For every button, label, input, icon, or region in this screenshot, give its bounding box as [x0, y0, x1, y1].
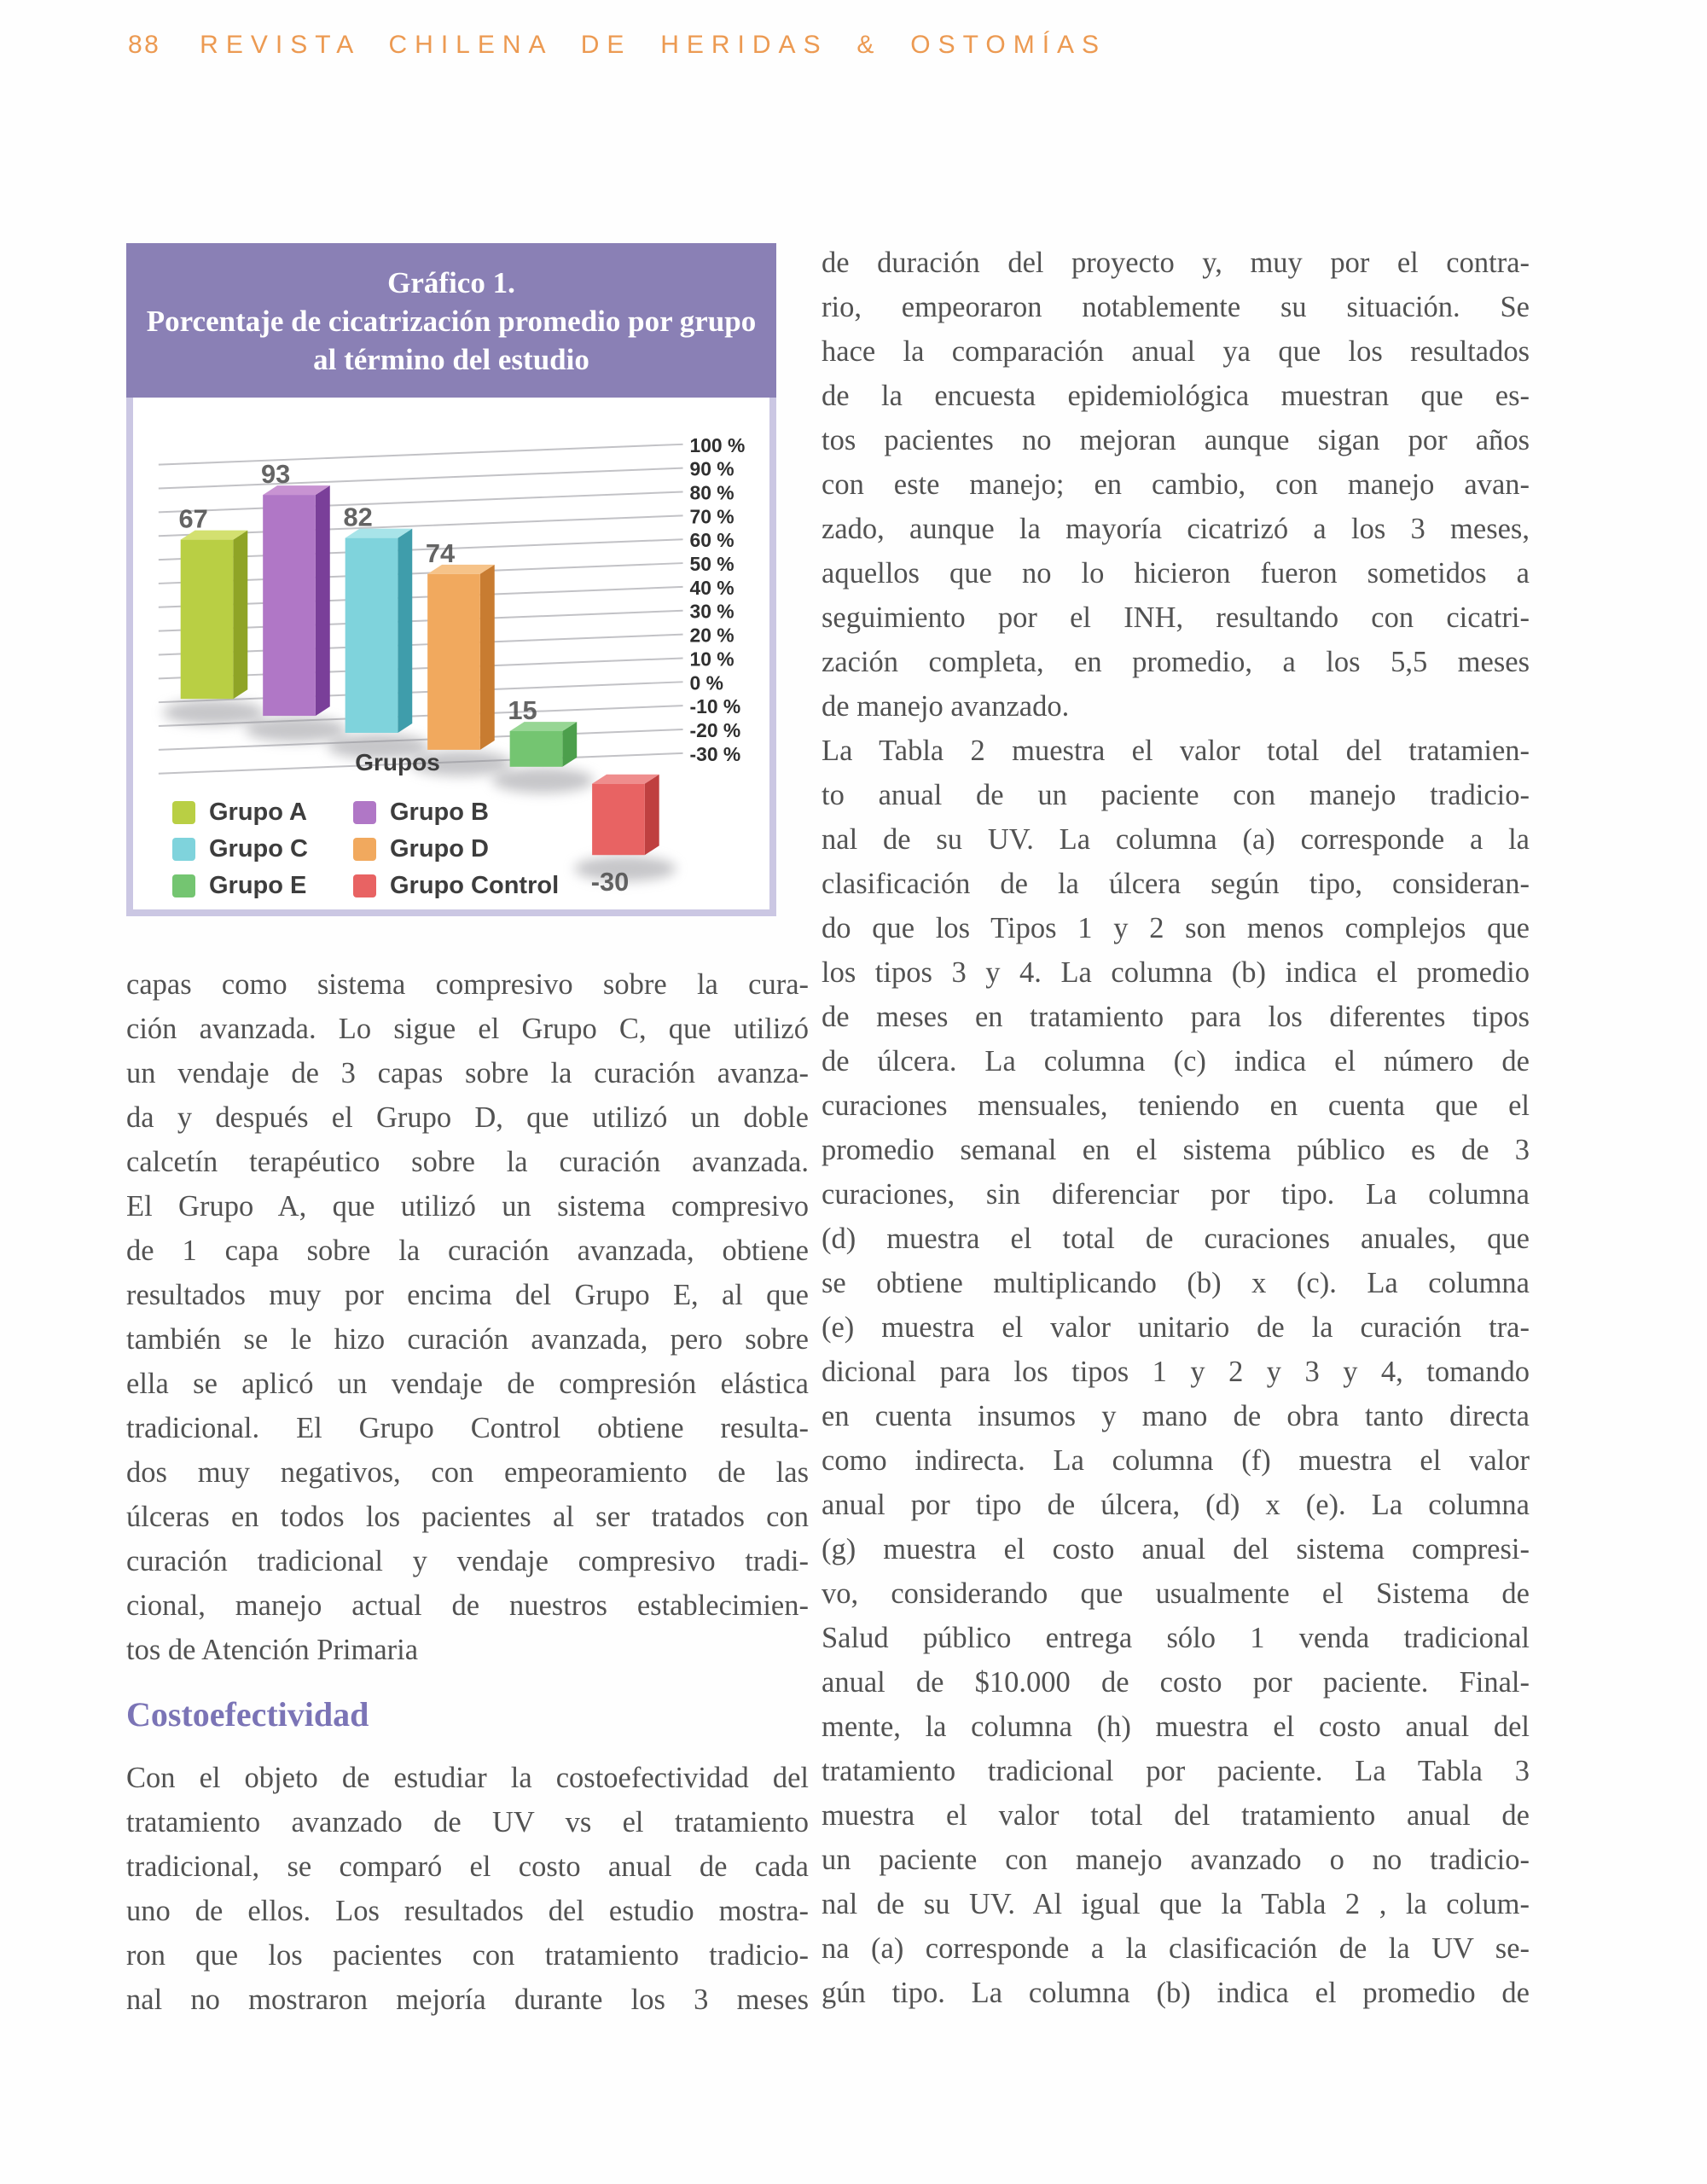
text-line: se obtiene multiplicando (b) x (c). La columna: [822, 1267, 1530, 1299]
text-line: de duración del proyecto y, muy por el contra-: [822, 247, 1530, 279]
text-line: curaciones, sin diferenciar por tipo. La columna: [822, 1178, 1530, 1211]
xaxis-label: Grupos: [355, 749, 440, 775]
text-line: tos de Atención Primaria: [126, 1634, 419, 1666]
text-line: tradicional, se comparó el costo anual de cada: [126, 1850, 809, 1883]
bar-value-label: 67: [178, 503, 208, 534]
legend-swatch: [172, 838, 195, 861]
text-line: ron que los pacientes con tratamiento tradicio-: [126, 1939, 809, 1972]
text-line: tratamiento avanzado de UV vs el tratamiento: [126, 1806, 809, 1838]
bar-value-label: 74: [425, 537, 456, 568]
text-line: na (a) corresponde a la clasificación de la UV se-: [822, 1932, 1530, 1965]
figure-grafico-1: [126, 243, 776, 916]
text-line: rio, empeoraron notablemente su situación. Se: [822, 291, 1530, 323]
left-column: [126, 962, 809, 2022]
y-tick-label: 80 %: [689, 481, 734, 504]
paragraph: [822, 729, 1530, 2015]
legend-label: Grupo C: [209, 835, 308, 863]
text-line: nal de su UV. La columna (a) corresponde a la: [822, 823, 1530, 856]
text-line: seguimiento por el INH, resultando con cicatri-: [822, 601, 1530, 634]
text-line: hace la comparación anual ya que los resultados: [822, 335, 1530, 368]
text-line: (g) muestra el costo anual del sistema compresi-: [822, 1533, 1530, 1565]
legend-item: [172, 872, 353, 900]
journal-title: REVISTA CHILENA DE HERIDAS & OSTOMÍAS: [200, 31, 1107, 59]
text-line: un vendaje de 3 capas sobre la curación avanza-: [126, 1057, 809, 1089]
text-line: zado, aunque la mayoría cicatrizó a los 3 meses,: [822, 513, 1530, 545]
bar-value-label: 82: [343, 502, 373, 532]
text-line: zación completa, en promedio, a los 5,5 meses: [822, 646, 1530, 678]
text-line: dos muy negativos, con empeoramiento de las: [126, 1456, 809, 1489]
text-line: con este manejo; en cambio, con manejo avan-: [822, 468, 1530, 501]
y-tick-label: 30 %: [689, 600, 734, 623]
bar-grupo-b: [261, 459, 330, 716]
text-line: como indirecta. La columna (f) muestra el valor: [822, 1444, 1530, 1477]
text-line: resultados muy por encima del Grupo E, al que: [126, 1279, 809, 1311]
legend-item: [172, 799, 353, 827]
text-line: de úlcera. La columna (c) indica el número de: [822, 1045, 1530, 1077]
page-number: 88: [128, 31, 161, 59]
text-line: La Tabla 2 muestra el valor total del tratamien-: [822, 735, 1530, 767]
legend-label: Grupo A: [209, 799, 307, 826]
text-line: mente, la columna (h) muestra el costo anual del: [822, 1711, 1530, 1743]
y-tick-label: 100 %: [689, 433, 746, 456]
bar-value-label: 15: [508, 695, 537, 726]
text-line: en cuenta insumos y mano de obra tanto directa: [822, 1400, 1530, 1432]
legend-swatch: [353, 838, 376, 861]
figure-title: [126, 243, 776, 398]
legend-label: Grupo Control: [390, 872, 560, 899]
figure-title-line-1: Gráfico 1.: [387, 266, 515, 299]
page-header: [128, 31, 1106, 60]
text-line: anual por tipo de úlcera, (d) x (e). La columna: [822, 1489, 1530, 1521]
text-line: un paciente con manejo avanzado o no tradicio-: [822, 1844, 1530, 1876]
text-line: cional, manejo actual de nuestros establecimien-: [126, 1589, 809, 1622]
y-tick-label: 50 %: [689, 553, 734, 576]
text-line: dicional para los tipos 1 y 2 y 3 y 4, tomando: [822, 1356, 1530, 1388]
left-column-paragraphs-1: [126, 962, 809, 1672]
text-line: Salud público entrega sólo 1 venda tradicional: [822, 1622, 1530, 1654]
legend-swatch: [353, 801, 376, 824]
text-line: clasificación de la úlcera según tipo, consideran-: [822, 868, 1530, 900]
text-line: da y después el Grupo D, que utilizó un doble: [126, 1101, 809, 1134]
bar-value-label: -30: [590, 867, 630, 897]
text-line: tradicional. El Grupo Control obtiene resulta-: [126, 1412, 809, 1444]
text-line: (e) muestra el valor unitario de la curación tra-: [822, 1311, 1530, 1344]
y-tick-label: 40 %: [689, 576, 734, 599]
text-line: tratamiento tradicional por paciente. La Tabla 3: [822, 1755, 1530, 1787]
text-line: do que los Tipos 1 y 2 son menos complejos que: [822, 912, 1530, 944]
text-line: ción avanzada. Lo sigue el Grupo C, que utilizó: [126, 1013, 809, 1045]
bar-shadow: [245, 717, 346, 742]
text-line: to anual de un paciente con manejo tradicio-: [822, 779, 1530, 811]
bar-grupo-c: [343, 502, 412, 733]
text-line: tos pacientes no mejoran aunque sigan por años: [822, 424, 1530, 456]
left-column-paragraphs-2: [126, 1756, 809, 2022]
text-line: aquellos que no lo hicieron fueron sometidos a: [822, 557, 1530, 590]
text-line: nal de su UV. Al igual que la Tabla 2 , la colum-: [822, 1888, 1530, 1920]
legend-item: [353, 835, 559, 863]
legend-swatch: [353, 874, 376, 897]
y-tick-label: 60 %: [689, 529, 734, 552]
text-line: nal no mostraron mejoría durante los 3 meses: [126, 1984, 809, 2016]
text-line: de 1 capa sobre la curación avanzada, obtiene: [126, 1234, 809, 1267]
legend-swatch: [172, 801, 195, 824]
bar-shadow: [163, 700, 264, 725]
bar-grupo-d: [426, 538, 495, 750]
legend-label: Grupo D: [390, 835, 489, 863]
figure-title-line-2: Porcentaje de cicatrización promedio por grupo: [146, 305, 757, 338]
text-line: los tipos 3 y 4. La columna (b) indica el promedio: [822, 956, 1530, 989]
bar-shadow: [492, 768, 594, 793]
text-line: (d) muestra el total de curaciones anuales, que: [822, 1223, 1530, 1255]
chart-legend: [172, 799, 559, 900]
text-line: capas como sistema compresivo sobre la cura-: [126, 968, 809, 1001]
right-column-paragraphs: [822, 241, 1530, 2015]
text-line: uno de ellos. Los resultados del estudio mostra-: [126, 1895, 809, 1927]
text-line: anual de $10.000 de costo por paciente. Final-: [822, 1666, 1530, 1699]
text-line: calcetín terapéutico sobre la curación avanzada.: [126, 1146, 809, 1178]
y-tick-label: 20 %: [689, 624, 734, 647]
y-tick-label: 90 %: [689, 457, 734, 480]
text-line: de manejo avanzado.: [822, 690, 1070, 723]
figure-body: [126, 398, 776, 916]
legend-label: Grupo E: [209, 872, 307, 899]
bar-grupo-a: [178, 504, 247, 700]
grid-line: [159, 468, 683, 489]
text-line: vo, considerando que usualmente el Sistema de: [822, 1577, 1530, 1610]
text-line: ella se aplicó un vendaje de compresión elástica: [126, 1368, 809, 1400]
legend-item: [172, 835, 353, 863]
right-column: [822, 241, 1530, 2015]
text-line: curaciones mensuales, teniendo en cuenta que el: [822, 1089, 1530, 1122]
grid-line: [159, 492, 683, 513]
y-tick-label: -30 %: [689, 742, 741, 765]
y-tick-label: -10 %: [689, 695, 741, 718]
grid-line: [159, 444, 683, 465]
text-line: muestra el valor total del tratamiento anual de: [822, 1799, 1530, 1832]
y-tick-label: 70 %: [689, 505, 734, 528]
bar-grupo-e: [508, 695, 577, 767]
text-line: también se le hizo curación avanzada, pero sobre: [126, 1323, 809, 1356]
legend-item: [353, 799, 559, 827]
bar-value-label: 93: [260, 459, 291, 490]
text-line: gún tipo. La columna (b) indica el promedio de: [822, 1977, 1530, 2009]
text-line: de la encuesta epidemiológica muestran que es-: [822, 380, 1530, 412]
figure-title-line-3: al término del estudio: [313, 343, 589, 376]
y-tick-label: 10 %: [689, 648, 734, 671]
legend-swatch: [172, 874, 195, 897]
text-line: promedio semanal en el sistema público es de 3: [822, 1134, 1530, 1166]
paragraph: [822, 241, 1530, 729]
y-tick-label: 0 %: [689, 671, 723, 694]
y-tick-label: -20 %: [689, 718, 741, 741]
paragraph: [126, 1756, 809, 2022]
text-line: de meses en tratamiento para los diferentes tipos: [822, 1001, 1530, 1033]
text-line: úlceras en todos los pacientes al ser tratados con: [126, 1501, 809, 1533]
text-line: Con el objeto de estudiar la costoefectividad del: [126, 1762, 809, 1794]
text-line: El Grupo A, que utilizó un sistema compresivo: [126, 1190, 809, 1223]
legend-label: Grupo B: [390, 799, 489, 826]
text-line: curación tradicional y vendaje compresivo tradi-: [126, 1545, 809, 1577]
subheading-costoefectividad: Costoefectividad: [126, 1695, 369, 1734]
legend-item: [353, 872, 559, 900]
paragraph: [126, 962, 809, 1672]
